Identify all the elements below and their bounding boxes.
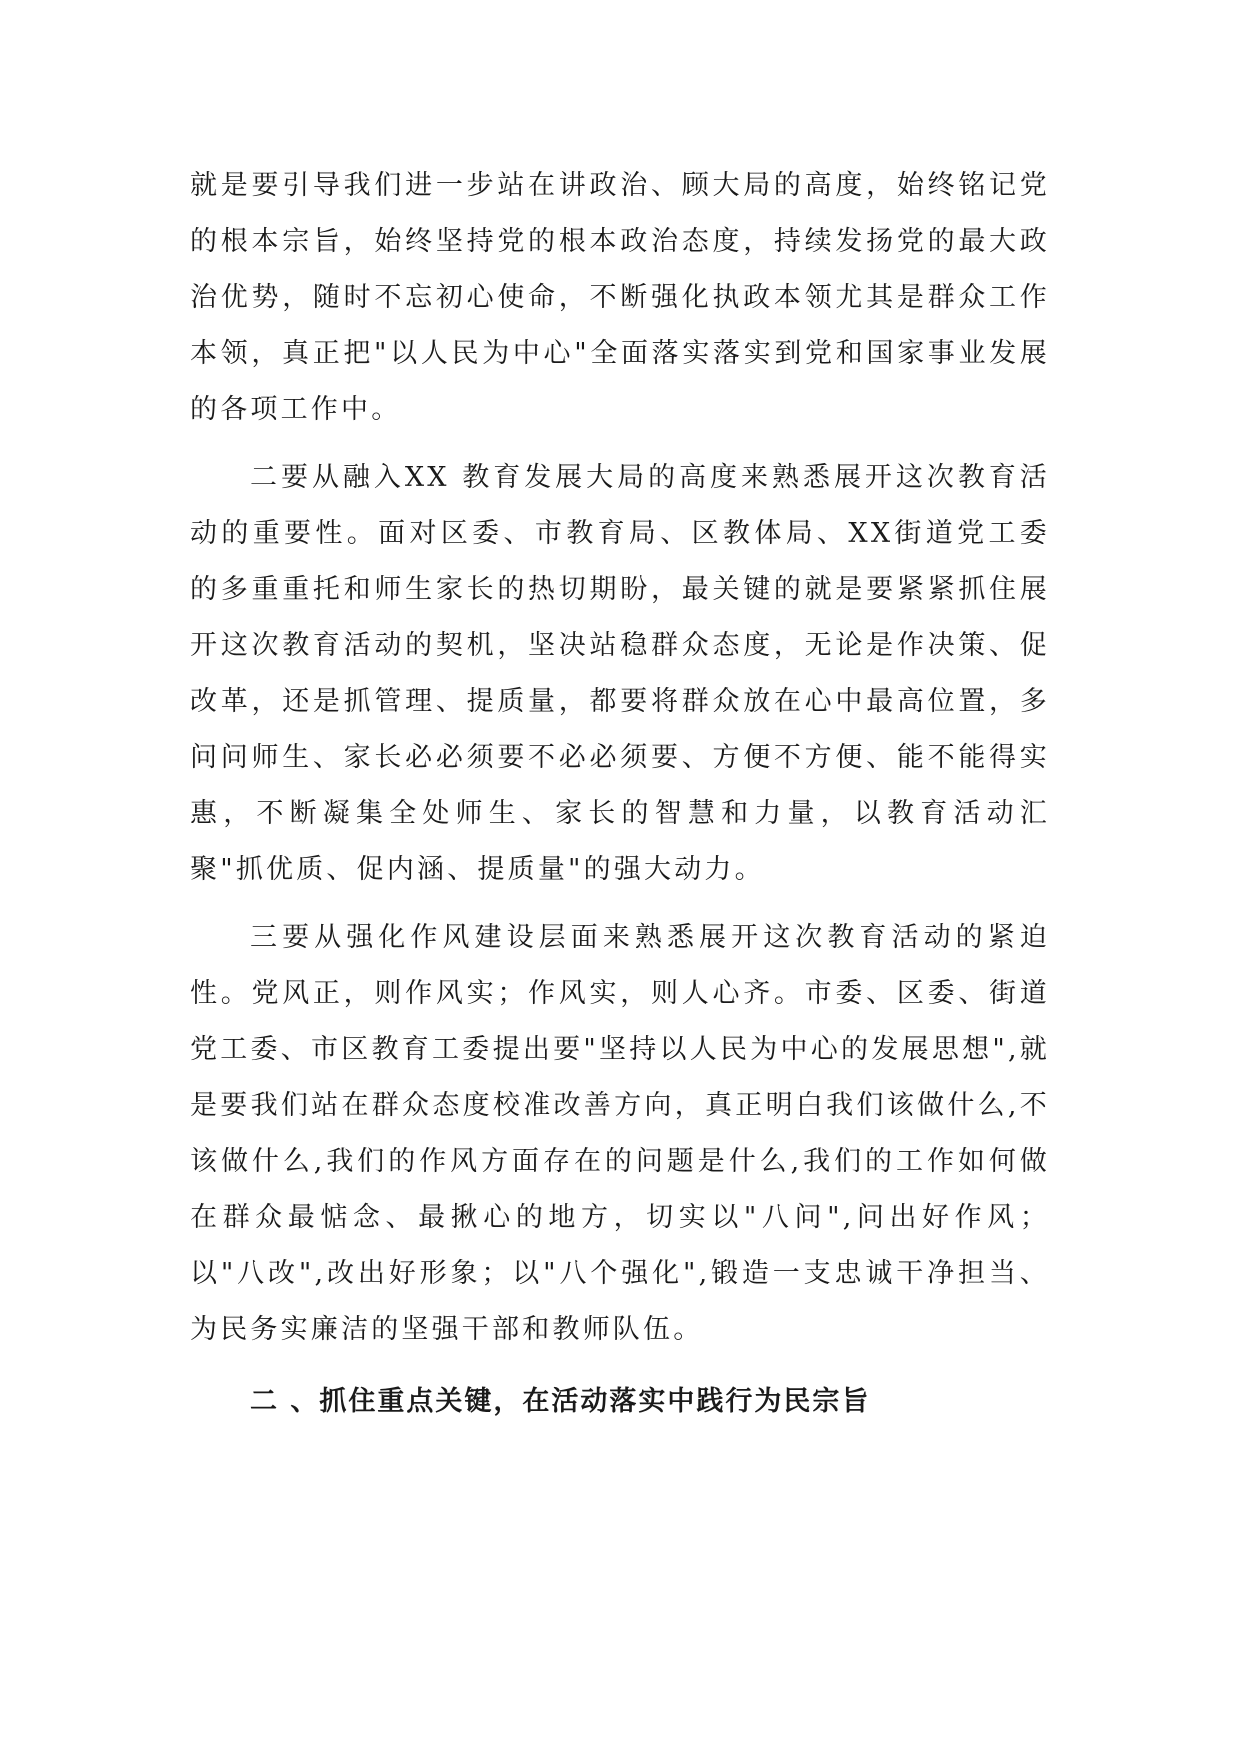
paragraph-point-two: 二要从融入XX 教育发展大局的高度来熟悉展开这次教育活动的重要性。面对区委、市教育局、区教体局、XX街道党工委的多重重托和师生家长的热切期盼，最关键的就是要紧紧抓住展开这次教育活动的契机，坚决站稳群众态度，无论是作决策、促改革，还是抓管理、提质量，都要将群众放在心中最高位置，多问问师生、家长必必须要不必必须要、方便不方便、能不能得实惠，不断凝集全处师生、家长的智慧和力量，以教育活动汇聚"抓优质、促内涵、提质量"的强大动力。 bbox=[190, 462, 1050, 885]
paragraph-continuation: 就是要引导我们进一步站在讲政治、顾大局的高度，始终铭记党的根本宗旨，始终坚持党的根本政治态度，持续发扬党的最大政治优势，随时不忘初心使命，不断强化执政本领尤其是群众工作本领，真正把"以人民为中心"全面落实落实到党和国家事业发展的各项工作中。 bbox=[190, 170, 1050, 425]
document-body bbox=[190, 158, 1050, 1430]
section-heading: 二 、抓住重点关键，在活动落实中践行为民宗旨 bbox=[250, 1386, 871, 1417]
paragraph-point-three: 三要从强化作风建设层面来熟悉展开这次教育活动的紧迫性。党风正，则作风实；作风实，则人心齐。市委、区委、街道党工委、市区教育工委提出要"坚持以人民为中心的发展思想",就是要我们站在群众态度校准改善方向，真正明白我们该做什么,不该做什么,我们的作风方面存在的问题是什么,我们的工作如何做在群众最惦念、最揪心的地方，切实以"八问",问出好作风；以"八改",改出好形象；以"八个强化",锻造一支忠诚干净担当、为民务实廉洁的坚强干部和教师队伍。 bbox=[190, 922, 1050, 1345]
